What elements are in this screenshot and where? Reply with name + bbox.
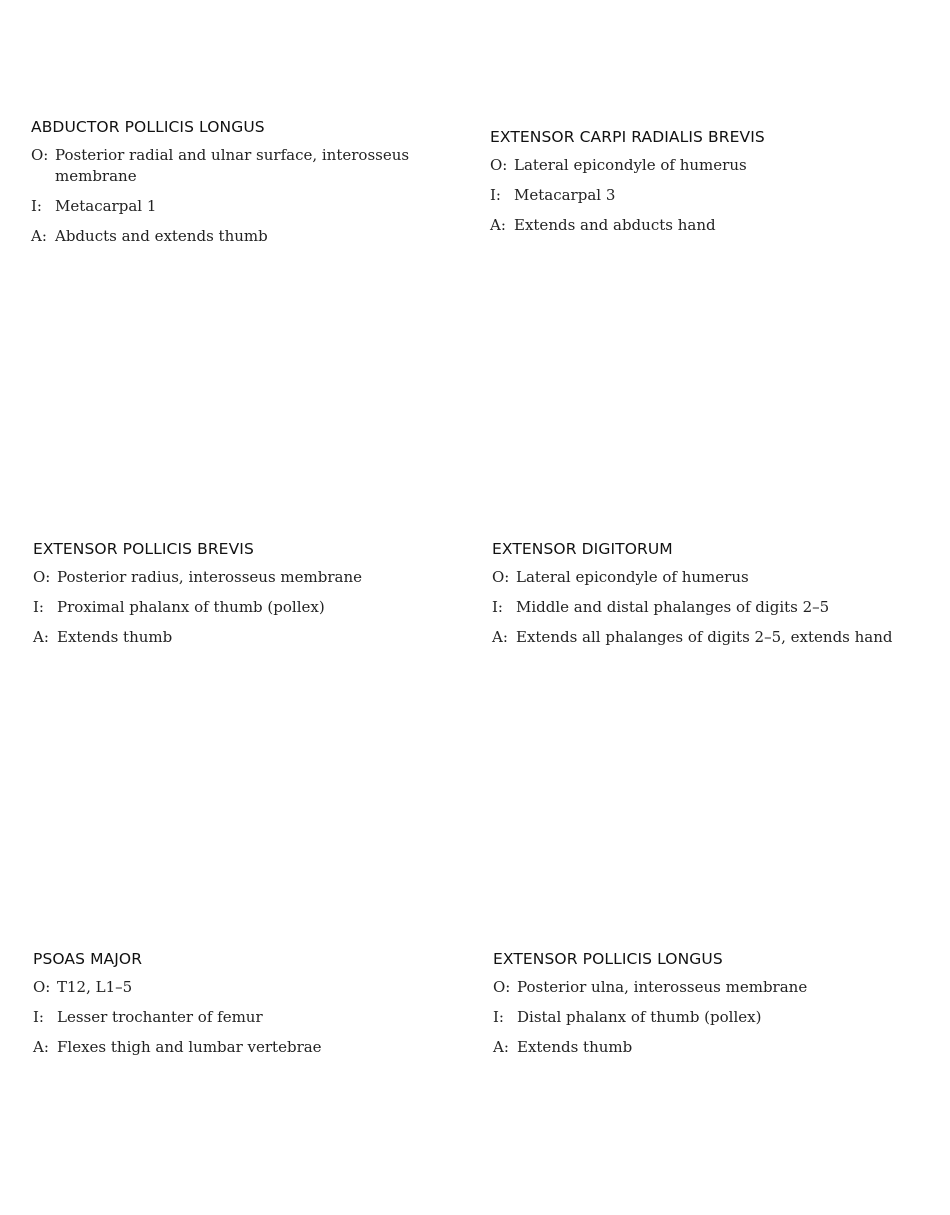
muscle-card-extensor-pollicis-longus: [493, 950, 933, 1067]
insertion-row: [493, 1007, 933, 1028]
origin-row: [33, 567, 453, 588]
insertion-row: [31, 196, 451, 217]
muscle-title: ABDUCTOR POLLICIS LONGUS: [31, 118, 265, 136]
insertion-key: I:: [490, 186, 501, 204]
action-row: [33, 627, 453, 648]
action-row: [33, 1037, 453, 1058]
action-text: Extends thumb: [517, 1038, 633, 1056]
action-text: Flexes thigh and lumbar vertebrae: [57, 1038, 322, 1056]
action-row: [492, 627, 932, 648]
origin-row: [490, 155, 910, 176]
origin-key: O:: [492, 568, 510, 586]
insertion-key: I:: [33, 1008, 44, 1026]
action-row: [493, 1037, 933, 1058]
origin-row: [492, 567, 932, 588]
insertion-text: Metacarpal 3: [514, 186, 616, 204]
insertion-text: Distal phalanx of thumb (pollex): [517, 1008, 762, 1026]
insertion-row: [492, 597, 932, 618]
muscle-title: EXTENSOR DIGITORUM: [492, 540, 673, 558]
action-row: [31, 226, 451, 247]
muscle-title: EXTENSOR CARPI RADIALIS BREVIS: [490, 128, 765, 146]
origin-text: Posterior ulna, interosseus membrane: [517, 978, 808, 996]
muscle-title: PSOAS MAJOR: [33, 950, 143, 968]
action-key: A:: [31, 227, 47, 245]
action-key: A:: [33, 1038, 49, 1056]
action-key: A:: [490, 216, 506, 234]
insertion-row: [33, 597, 453, 618]
insertion-key: I:: [492, 598, 503, 616]
action-text: Extends all phalanges of digits 2–5, extends hand: [516, 628, 893, 646]
origin-key: O:: [490, 156, 508, 174]
origin-key: O:: [33, 568, 51, 586]
muscle-card-abductor-pollicis-longus: [31, 118, 451, 256]
insertion-text: Proximal phalanx of thumb (pollex): [57, 598, 325, 616]
insertion-key: I:: [31, 197, 42, 215]
origin-row: [493, 977, 933, 998]
action-key: A:: [33, 628, 49, 646]
insertion-row: [490, 185, 910, 206]
muscle-card-extensor-digitorum: [492, 540, 932, 657]
origin-key: O:: [31, 146, 49, 164]
action-text: Extends thumb: [57, 628, 173, 646]
origin-text: Posterior radial and ulnar surface, interosseus membrane: [55, 146, 410, 185]
origin-text: Lateral epicondyle of humerus: [514, 156, 747, 174]
origin-key: O:: [493, 978, 511, 996]
origin-row: [31, 145, 451, 187]
muscle-card-extensor-pollicis-brevis: [33, 540, 453, 657]
action-row: [490, 215, 910, 236]
insertion-text: Metacarpal 1: [55, 197, 157, 215]
action-text: Extends and abducts hand: [514, 216, 716, 234]
muscle-title: EXTENSOR POLLICIS LONGUS: [493, 950, 723, 968]
origin-row: [33, 977, 453, 998]
insertion-text: Lesser trochanter of femur: [57, 1008, 263, 1026]
muscle-card-psoas-major: [33, 950, 453, 1067]
insertion-row: [33, 1007, 453, 1028]
origin-key: O:: [33, 978, 51, 996]
muscle-card-extensor-carpi-radialis-brevis: [490, 128, 910, 245]
action-text: Abducts and extends thumb: [55, 227, 268, 245]
origin-text: Lateral epicondyle of humerus: [516, 568, 749, 586]
origin-text: T12, L1–5: [57, 978, 133, 996]
muscle-title: EXTENSOR POLLICIS BREVIS: [33, 540, 254, 558]
origin-text: Posterior radius, interosseus membrane: [57, 568, 363, 586]
insertion-key: I:: [33, 598, 44, 616]
insertion-key: I:: [493, 1008, 504, 1026]
action-key: A:: [492, 628, 508, 646]
action-key: A:: [493, 1038, 509, 1056]
insertion-text: Middle and distal phalanges of digits 2–5: [516, 598, 830, 616]
